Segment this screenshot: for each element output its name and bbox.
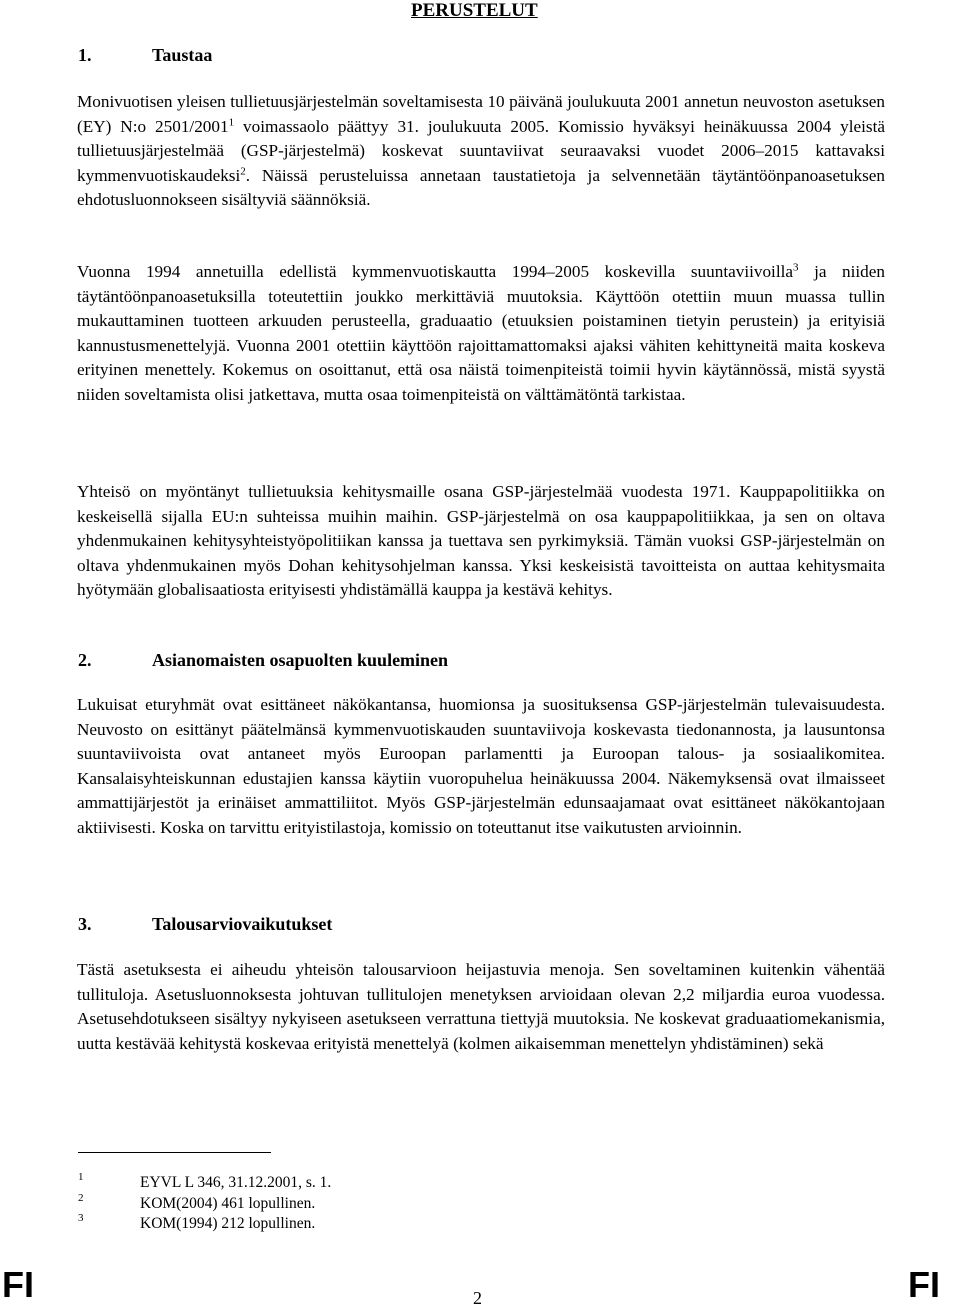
footnote-number: 2 <box>78 1192 84 1204</box>
section-heading-3 <box>78 912 332 936</box>
paragraph-text: voimassaolo päättyy 31. joulukuuta 2005. Komissio hyväksyi heinäkuussa 2004 yleistä tullietuusjärjestelmää (GSP-järjestelmä) koskevat suuntaviivat seuraavaksi vuodet 2006–2015 kattavaksi kymmenvuotiskaudeksi <box>77 116 885 185</box>
paragraph-text: Monivuotisen yleisen tullietuusjärjestelmän soveltamisesta 10 päivänä joulukuuta 2001 annetun neuvoston asetuksen (EY) N:o 2501/2001 <box>77 92 885 136</box>
page-title: PERUSTELUT <box>411 0 538 21</box>
section-title: Asianomaisten osapuolten kuuleminen <box>152 650 449 670</box>
paragraph-1 <box>77 90 885 213</box>
section-number: 3. <box>78 914 92 934</box>
section-title: Taustaa <box>152 45 213 65</box>
paragraph-text: ja niiden täytäntöönpanoasetuksilla toteutettiin joukko merkittäviä muutoksia. Käyttöön otettiin muun muassa tullin mukauttaminen tuotteen arkuuden perusteella, graduaatio (etuuksien poistaminen tietyin perustein) ja erityisiä kannustusmenettelyjä. Vuonna 2001 otettiin käyttöön rajoittamattomaksi ajaksi vähiten kehittyneitä maita koskeva erityinen menettely. Kokemus on osoittanut, että osa näistä toimenpiteistä toimii hyvin käytännössä, mistä syystä niiden soveltamista olisi jatkettava, mutta osaa toimenpiteistä on välttämätöntä tarkistaa. <box>77 262 885 404</box>
paragraph-2 <box>77 260 885 407</box>
footnote-ref-3: 3 <box>793 261 799 274</box>
footnote-separator <box>78 1152 271 1153</box>
section-number: 1. <box>78 45 92 65</box>
section-heading-1 <box>78 43 212 67</box>
footnote-text: EYVL L 346, 31.12.2001, s. 1. <box>140 1174 332 1191</box>
footnote-number: 3 <box>78 1212 84 1224</box>
paragraph-4: Lukuisat eturyhmät ovat esittäneet näkökantansa, huomionsa ja suosituksensa GSP-järjestelmän tulevaisuudesta. Neuvosto on esittänyt päätelmänsä kymmenvuotiskauden suuntaviivoja koskevasta tiedonannosta, ja lausuntonsa suuntaviivoista ovat antaneet myös Euroopan parlamentti ja Euroopan talous- ja sosiaalikomitea. Kansalaisyhteiskunnan edustajien kanssa käytiin vuoropuhelua heinäkuussa 2004. Näkemyksensä ovat ilmaisseet ammattijärjestöt ja erinäiset ammattiliitot. Myös GSP-järjestelmän edunsaajamaat ovat esittäneet näkökantojaan aktiivisesti. Koska on tarvittu erityistilastoja, komissio on toteuttanut itse vaikutusten arvioinnin. <box>77 695 885 837</box>
page-number: 2 <box>473 1288 482 1308</box>
paragraph-5: Tästä asetuksesta ei aiheudu yhteisön talousarvioon heijastuvia menoja. Sen soveltaminen kuitenkin vähentää tullituloja. Asetusluonnoksesta johtuvan tullitulojen menetyksen arvioidaan olevan 2,2 miljardia euroa vuodessa. Asetusehdotukseen sisältyy nykyiseen asetukseen verrattuna tiettyjä muutoksia. Ne koskevat graduaatiomekanismia, uutta kestävää kehitystä koskevaa erityistä menettelyä (kolmen aikaisemman menettelyn yhdistäminen) sekä <box>77 960 885 1053</box>
footnote-number: 1 <box>78 1171 84 1183</box>
section-title: Talousarviovaikutukset <box>152 914 333 934</box>
paragraph-text: . Näissä perusteluissa annetaan taustatietoja ja selvennetään täytäntöönpanoasetuksen ehdotusluonnokseen sisältyviä säännöksiä. <box>77 165 885 209</box>
footer-language-right: FI <box>908 1264 940 1305</box>
paragraph-text: Vuonna 1994 annetuilla edellistä kymmenvuotiskautta 1994–2005 koskevilla suuntaviivoilla <box>77 262 794 281</box>
footnote-text: KOM(2004) 461 lopullinen. <box>140 1195 316 1212</box>
footer-language-left: FI <box>2 1264 34 1305</box>
footnote-ref-2: 2 <box>240 164 246 177</box>
section-number: 2. <box>78 650 92 670</box>
paragraph-3: Yhteisö on myöntänyt tullietuuksia kehitysmaille osana GSP-järjestelmää vuodesta 1971. Kauppapolitiikka on keskeisellä sijalla EU:n suhteissa muihin maihin. GSP-järjestelmä on osa kauppapolitiikkaa, ja sen on oltava yhdenmukainen kehitysyhteistyöpolitiikan kanssa ja tuettava sen pyrkimyksiä. Tämän vuoksi GSP-järjestelmän on oltava yhdenmukainen myös Dohan kehitysohjelman kanssa. Yksi keskeisistä tavoitteista on auttaa kehitysmaita hyötymään globalisaatiosta erityisesti yhdistämällä kauppa ja kestävä kehitys. <box>77 482 885 599</box>
section-heading-2 <box>78 648 448 672</box>
footnote-text: KOM(1994) 212 lopullinen. <box>140 1215 316 1232</box>
footnote-ref-1: 1 <box>228 115 235 128</box>
